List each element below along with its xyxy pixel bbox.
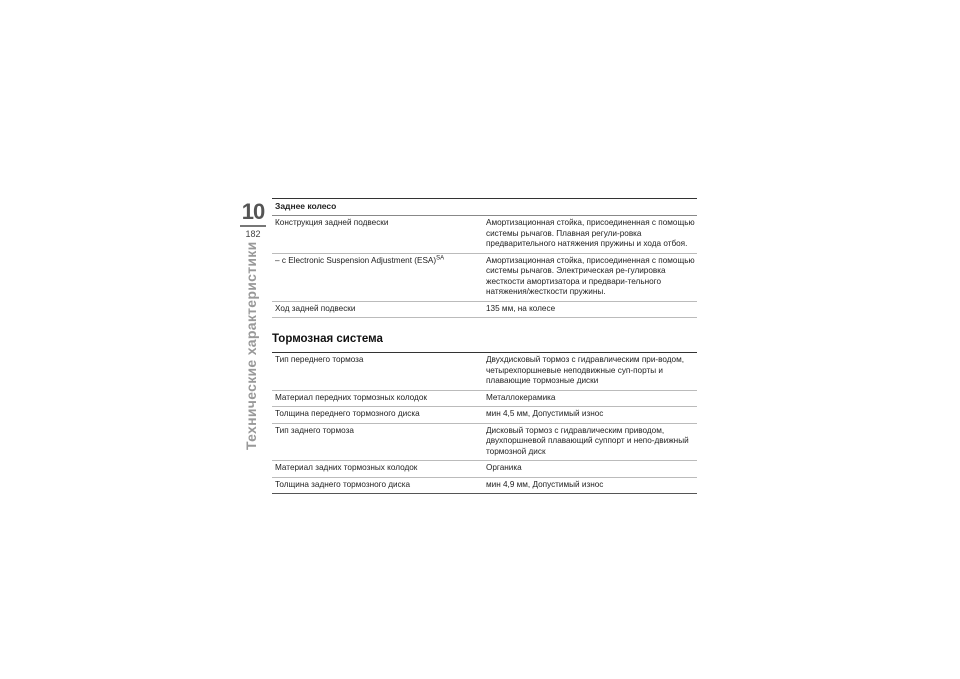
row-value: 135 мм, на колесе (486, 303, 556, 313)
row-label: Толщина переднего тормозного диска (275, 409, 420, 418)
side-section-title: Технические характеристики (243, 241, 259, 450)
row-label: Материал задних тормозных колодок (275, 463, 418, 472)
brakes-section-title: Тормозная система (272, 333, 383, 345)
table-row (272, 391, 697, 408)
chapter-number: 10 (241, 199, 265, 224)
page-number: 182 (245, 229, 261, 239)
row-value: Органика (486, 463, 522, 472)
row-label: Тип заднего тормоза (275, 425, 354, 435)
chapter-marker (240, 200, 266, 240)
table-row (272, 461, 697, 478)
table-row (272, 254, 697, 302)
table-row (272, 478, 697, 495)
row-value: Двухдисковый тормоз с гидравлическим при-водом, четырехпоршневые неподвижные суп-порты и плавающие тормозные диски (486, 355, 684, 385)
row-value: Амортизационная стойка, присоединенная с помощью системы рычагов. Плавная регули-ровка предварительного натяжения пружины и хода отбоя. (486, 218, 695, 248)
row-value: Амортизационная стойка, присоединенная с помощью системы рычагов. Электрическая ре-гулировка жесткости амортизатора и предвари-тельного натяжения/жесткости пружины. (486, 255, 695, 296)
row-value: Дисковый тормоз с гидравлическим приводом, двухпоршневой плавающий суппорт и непо-движный тормозной диск (486, 425, 689, 456)
row-label: Толщина заднего тормозного диска (275, 479, 411, 489)
chapter-divider (240, 225, 266, 227)
table-row (272, 424, 697, 462)
row-label: Ход задней подвески (275, 303, 356, 313)
row-label-text: – с Electronic Suspension Adjustment (ESA) (275, 255, 437, 265)
brakes-table (272, 352, 697, 494)
row-label: Тип переднего тормоза (275, 355, 364, 364)
page-content (272, 198, 697, 494)
row-label (272, 256, 486, 298)
table-row (272, 302, 697, 319)
table-row (272, 353, 697, 391)
sa-superscript: SA (436, 254, 445, 261)
rear-wheel-heading: Заднее колесо (272, 198, 697, 216)
row-value: мин 4,9 мм, Допустимый износ (486, 479, 604, 489)
table-row (272, 407, 697, 424)
row-value: мин 4,5 мм, Допустимый износ (486, 409, 604, 418)
row-label: Материал передних тормозных колодок (275, 392, 427, 402)
table-row (272, 216, 697, 254)
row-label: Конструкция задней подвески (275, 218, 389, 227)
row-value: Металлокерамика (486, 392, 556, 402)
